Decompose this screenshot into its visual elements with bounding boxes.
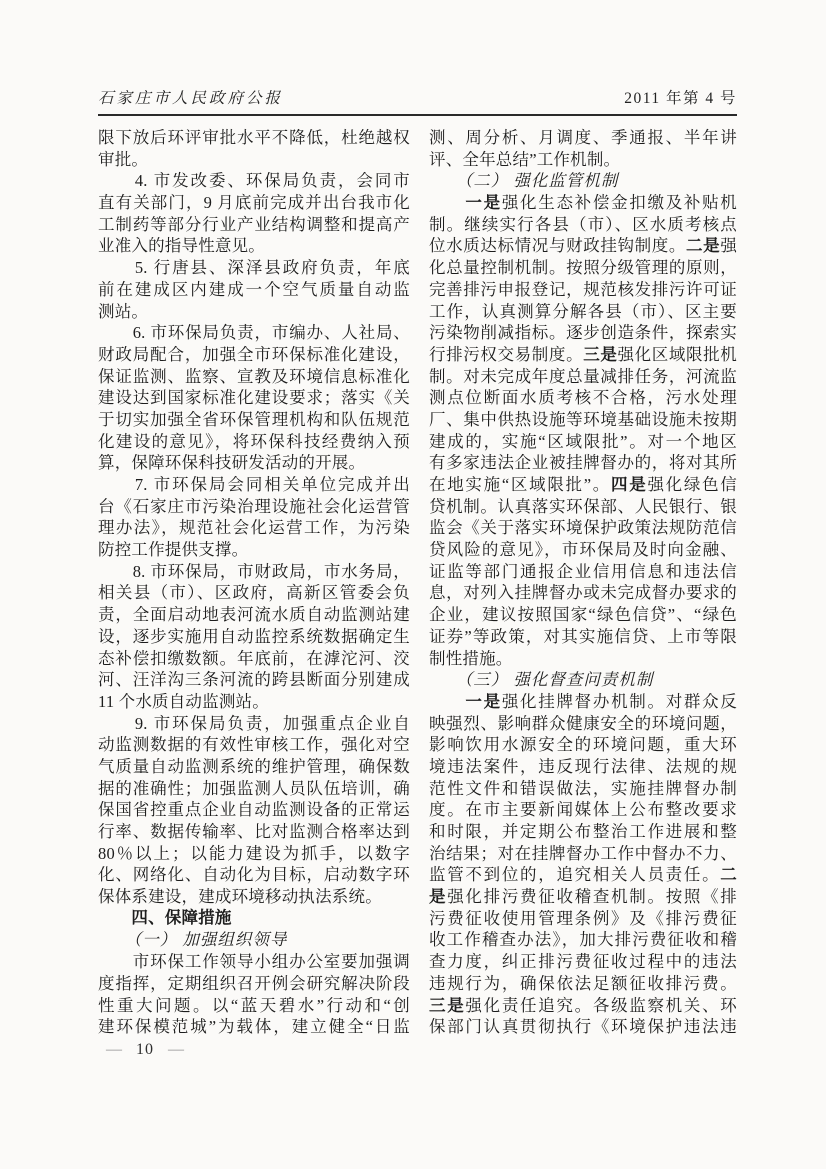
text-line: 9. 市环保局负责，加强重点企业自 (98, 713, 410, 733)
text-line: 境违法案件，违反现行法律、法规的规 (429, 756, 737, 776)
text-line: 审批。 (98, 149, 149, 169)
text-line: 度指挥，定期组织召开例会研究解决阶段 (98, 973, 410, 993)
text-line: 化总量控制机制。按照分级管理的原则， (429, 258, 737, 278)
text-line: 监管不到位的，追究相关人员责任。二 (429, 865, 737, 885)
page-number-dash-left: — (106, 1041, 122, 1058)
text-line: 保部门认真贯彻执行《环境保护违法违 (429, 1017, 737, 1037)
text-line: 监会《关于落实环境保护政策法规防范信 (429, 518, 737, 538)
text-line: 证券”等政策，对其实施信贷、上市等限 (429, 626, 737, 646)
text-line: 有多家违法企业被挂牌督办的，将对其所 (429, 453, 737, 473)
text-line: 于切实加强全省环保管理机构和队伍规范 (98, 409, 410, 429)
text-line: 台《石家庄市污染治理设施社会化运营管 (98, 496, 410, 516)
text-line: 市环保工作领导小组办公室要加强调 (98, 952, 410, 972)
text-line: 制。继续实行各县（市）、区水质考核点 (429, 214, 737, 234)
text-line: 河、汪洋沟三条河流的跨县断面分别建成 (98, 670, 410, 690)
text-line: 6. 市环保局负责，市编办、人社局、 (98, 323, 410, 343)
text-line: 动监测数据的有效性审核工作，强化对空 (98, 735, 410, 755)
text-line: 息，对列入挂牌督办或未完成督办要求的 (429, 583, 737, 603)
text-line: 一是强化挂牌督办机制。对群众反 (465, 691, 737, 711)
text-line: 前在建成区内建成一个空气质量自动监 (98, 279, 410, 299)
text-line: 化建设的意见》，将环保科技经费纳入预 (98, 431, 410, 451)
text-line: 工作，认真测算分解各县（市）、区主要 (429, 301, 737, 321)
text-line: 行排污权交易制度。三是强化区域限批机 (429, 344, 737, 364)
text-columns (98, 127, 737, 1038)
text-line: 影响饮用水源安全的环境问题，重大环 (429, 735, 737, 755)
text-line: 证监等部门通报企业信用信息和违法信 (429, 561, 737, 581)
text-line: 和时限，并定期公布整治工作进展和整 (429, 822, 737, 841)
text-line: 建设达到国家标准化建设要求；落实《关 (98, 388, 410, 408)
text-line: 保证监测、监察、宣教及环境信息标准化 (98, 366, 410, 386)
text-line: 设，逐步实施用自动监控系统数据确定生 (98, 626, 410, 646)
page-number (106, 1040, 184, 1060)
text-line: 财政局配合，加强全市环保标准化建设， (98, 344, 410, 364)
text-line: 建环保模范城”为载体，建立健全“日监 (98, 1017, 410, 1037)
text-line: 评、全年总结”工作机制。 (429, 149, 621, 169)
text-line: 直有关部门，9 月底前完成并出台我市化 (98, 193, 410, 213)
text-line: 企业，建议按照国家“绿色信贷”、“绿色 (429, 605, 737, 625)
subsection-heading: （三） 强化督查问责机制 (429, 670, 654, 690)
page-number-value: 10 (136, 1041, 154, 1058)
text-line: 据的准确性；加强监测人员队伍培训，确 (98, 778, 410, 798)
text-line: 治结果；对在挂牌督办工作中督办不力、 (429, 843, 737, 863)
text-line: 违规行为，确保依法足额征收排污费。 (429, 973, 737, 993)
text-line: 5. 行唐县、深泽县政府负责，年底 (98, 258, 410, 278)
text-line: 气质量自动监测系统的维护管理，确保数 (98, 756, 410, 776)
column-left (98, 127, 410, 1038)
text-line: 收工作稽查办法》，加大排污费征收和稽 (429, 930, 737, 950)
text-line: 防控工作提供支撑。 (98, 540, 249, 560)
text-line: 保体系建设，建成环境移动执法系统。 (98, 887, 382, 907)
column-right (429, 127, 737, 1038)
text-line: 化、网络化、自动化为目标，启动数字环 (98, 865, 410, 885)
subsection-heading: （二） 强化监管机制 (429, 171, 619, 191)
publication-title: 石家庄市人民政府公报 (98, 90, 284, 107)
text-line: 态补偿扣缴数额。年底前，在滹沱河、洨 (98, 648, 410, 668)
section-heading: 四、保障措施 (98, 908, 232, 927)
text-line: 厂、集中供热设施等环境基础设施未按期 (429, 409, 737, 429)
text-line: 在地实施“区域限批”。四是强化绿色信 (429, 475, 737, 494)
text-line: 贷机制。认真落实环保部、人民银行、银 (429, 496, 737, 516)
text-line: 11 个水质自动监测站。 (98, 691, 269, 711)
text-line: 映强烈、影响群众健康安全的环境问题， (429, 713, 737, 733)
text-line: 限下放后环评审批水平不降低，杜绝越权 (98, 128, 410, 147)
text-line: 性重大问题。以“蓝天碧水”行动和“创 (98, 995, 410, 1015)
text-line: 污染物削减指标。逐步创造条件，探索实 (429, 323, 737, 343)
text-line: 范性文件和错误做法，实施挂牌督办制 (429, 778, 737, 798)
text-line: 三是强化责任追究。各级监察机关、环 (429, 995, 737, 1015)
page-number-dash-right: — (168, 1041, 184, 1058)
text-line: 度。在市主要新闻媒体上公布整改要求 (429, 800, 737, 820)
page-header (98, 86, 737, 108)
text-line: 查力度，纠正排污费征收过程中的违法 (429, 952, 737, 972)
text-line: 污费征收使用管理条例》及《排污费征 (429, 908, 737, 928)
text-line: 测、周分析、月调度、季通报、半年讲 (429, 128, 737, 147)
text-line: 是强化排污费征收稽查机制。按照《排 (429, 887, 737, 907)
text-line: 保国省控重点企业自动监测设备的正常运 (98, 800, 410, 820)
text-line: 完善排污申报登记，规范核发排污许可证 (429, 279, 737, 299)
issue-number: 2011 年第 4 号 (624, 90, 737, 107)
text-line: 建成的，实施“区域限批”。对一个地区 (429, 431, 737, 451)
text-line: 制性措施。 (429, 648, 513, 668)
text-line: 责，全面启动地表河流水质自动监测站建 (98, 605, 410, 625)
header-rule (98, 114, 737, 116)
text-line: 8. 市环保局，市财政局，市水务局， (98, 561, 410, 581)
text-line: 一是强化生态补偿金扣缴及补贴机 (465, 193, 737, 213)
text-line: 理办法》，规范社会化运营工作，为污染 (98, 518, 410, 538)
text-line: 业准入的指导性意见。 (98, 236, 265, 256)
text-line: 位水质达标情况与财政挂钩制度。二是强 (429, 236, 737, 256)
text-line: 制。对未完成年度总量减排任务，河流监 (429, 366, 737, 386)
text-line: 80％以上；以能力建设为抓手，以数字 (98, 843, 410, 863)
subsection-heading: （一） 加强组织领导 (98, 930, 288, 950)
text-line: 测站。 (98, 301, 149, 321)
text-line: 算，保障环保科技研发活动的开展。 (98, 453, 366, 473)
text-line: 7. 市环保局会同相关单位完成并出 (98, 475, 410, 494)
text-line: 工制药等部分行业产业结构调整和提高产 (98, 214, 410, 234)
text-line: 贷风险的意见》，市环保局及时向金融、 (429, 540, 737, 560)
text-line: 相关县（市）、区政府，高新区管委会负 (98, 583, 410, 603)
text-line: 测点位断面水质考核不合格，污水处理 (429, 388, 737, 408)
text-line: 行率、数据传输率、比对监测合格率达到 (98, 822, 410, 841)
text-line: 4. 市发改委、环保局负责，会同市 (98, 171, 410, 191)
